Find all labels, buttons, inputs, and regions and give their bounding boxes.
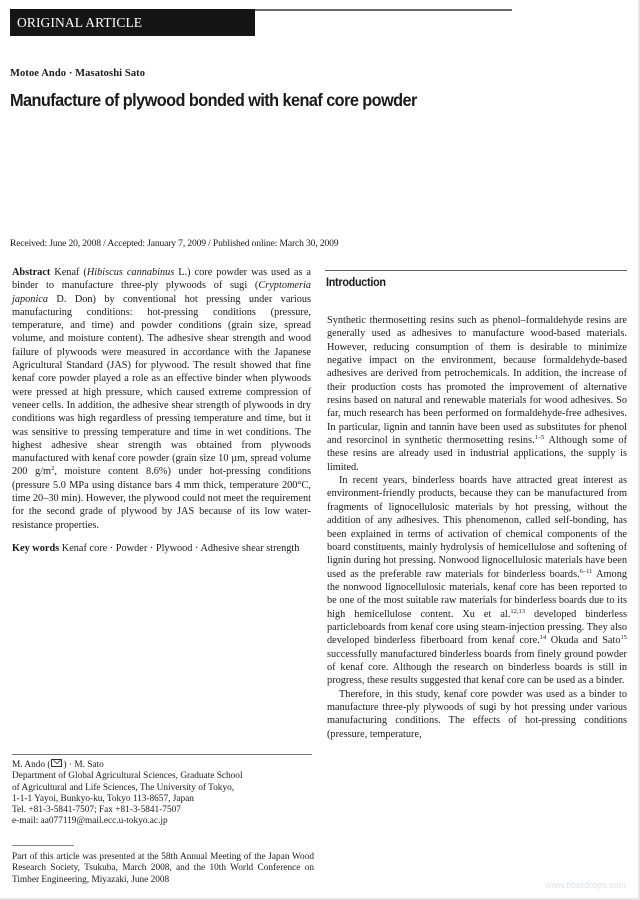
citation-ref[interactable]: 1–5 [534, 434, 545, 442]
species-name: Hibiscus cannabinus [86, 267, 175, 278]
left-column [12, 266, 311, 555]
affiliation-line: Department of Global Agricultural Sciences, Graduate School [12, 771, 243, 782]
citation-ref[interactable]: 12,13 [510, 607, 525, 615]
affiliation-line: 1-1-1 Yayoi, Bunkyo-ku, Tokyo 113-8657, Japan [12, 793, 194, 804]
citation-ref[interactable]: 15 [620, 634, 627, 642]
affiliation-line: of Agricultural and Life Sciences, The University of Tokyo, [12, 782, 235, 793]
author-list: Motoe Ando · Masatoshi Sato [10, 68, 146, 79]
affiliation-email[interactable]: e-mail: aa077119@mail.ecc.u-tokyo.ac.jp [12, 816, 168, 827]
envelope-icon[interactable] [51, 759, 62, 767]
presentation-footnote: Part of this article was presented at the 58th Annual Meeting of the Japan Wood Research Society, Tsukuba, March 2008, and the 10th World Conference on Timber Engineering, Miyazaki, June 2008 [12, 852, 314, 885]
affiliation-phone: Tel. +81-3-5841-7507; Fax +81-3-5841-7507 [12, 805, 181, 816]
abstract-label: Abstract [12, 267, 51, 278]
citation-ref[interactable]: 14 [539, 634, 547, 642]
section-heading-introduction: Introduction [326, 275, 386, 289]
citation-ref[interactable]: 6–11 [579, 567, 593, 575]
section-label: ORIGINAL ARTICLE [10, 9, 255, 36]
keywords-label: Key words [12, 542, 60, 554]
intro-paragraph: In recent years, binderless boards have attracted great interest as environment-friendly products, because they can be manufactured from fragments of lignocellulosic materials by hot pressing, without the addition of any adhesives. This phenomenon, called self-bonding, has been explained in terms of activation of chemical components of the board constituents, mainly hydrolysis of hemicellulose and softening of lignin during hot pressing. Nonwood lignocellulosic materials have been used as the preferable raw materials for binderless boards.$^{6-11}$ Among the nonwood lignocellulosic materials, kenaf core has been reported to be one of the most suitable raw materials for binderless boards due to its high hemicellulose content. Xu et al.$^{12,13}$ developed binderless particleboards from kenaf core using steam-injection pressing. They also developed binderless fiberboard from kenaf core.$^{14}$ Okuda and Sato$^{15}$ successfully manufactured binderless boards from finely ground powder of kenaf core. Although the research on binderless boards is still in progress, these results suggested that kenaf core can be used as a binder. [327, 475, 627, 687]
affiliation-rule [12, 754, 312, 755]
watermark: www.fiberdrops.com [544, 880, 626, 890]
intro-paragraph: Therefore, in this study, kenaf core powder was used as a binder to manufacture three-ply plywoods of sugi by hot pressing under various manufacturing conditions. The effects of hot-pressing conditions (pressure, temperature, [327, 688, 627, 740]
article-title: Manufacture of plywood bonded with kenaf core powder [10, 90, 417, 110]
right-column [327, 314, 627, 741]
abstract: Abstract Kenaf (Hibiscus cannabinus L.) core powder was used as a binder to manufacture three-ply plywoods of sugi (Cryptomeria japonica D. Don) by conventional hot pressing under various manufacturing conditions: hot-pressing conditions (pressure, temperature, and time) and powder conditions (grain size, spread volume, and moisture content). The adhesive shear strength and wood failure of plywoods were measured in accordance with the Japanese Agricultural Standard (JAS) for plywood. The result showed that fine kenaf core powder played a role as an effective binder when plywoods were pressed at high pressure, which caused extreme compression of veneer cells. In addition, the adhesive shear strength of plywoods in dry conditions was high regardless of pressing temperature and time, but it was sensitive to pressing temperature and time in wet conditions. The highest adhesive shear strength was obtained from plywoods manufactured with kenaf core powder (grain size 10 µm, spread volume 200 $g/m^2$, moisture content 8.6%) under hot-pressing conditions (pressure 5.0 MPa using distance bars 4 mm thick, temperature 200°C, time 20–30 min). However, the plywood could not meet the requirement for the second grade of plywood by JAS because of its low water-resistance properties. [12, 267, 311, 531]
publication-dates: Received: June 20, 2008 / Accepted: January 7, 2009 / Published online: March 30, 2009 [10, 238, 339, 249]
species-name: Cryptomeria japonica [12, 280, 311, 305]
section-rule [325, 270, 627, 271]
footnote-rule [12, 845, 74, 846]
intro-paragraph: Synthetic thermosetting resins such as phenol–formaldehyde resins are generally used as adhesives to manufacture wood-based materials. However, reducing consumption of them is desirable to minimize negative impact on the environment, because formaldehyde-based adhesives are derived from petrochemicals. In addition, the increase of their production costs has promoted the improvement of alternative resins based on natural and renewable materials for wood adhesives. So far, much research has been performed on formaldehyde-free adhesives. In particular, lignin and tannin have been used as substitutes for phenol and resorcinol in synthetic thermosetting resins.$^{1-5}$ Although some of these resins are already used in industrial applications, the supply is limited. [327, 315, 627, 473]
author-affiliation [12, 759, 312, 828]
keywords: Key words Kenaf core · Powder · Plywood · Adhesive shear strength [12, 542, 300, 554]
corresponding-authors: M. Ando ( ) · M. Sato [12, 760, 104, 770]
